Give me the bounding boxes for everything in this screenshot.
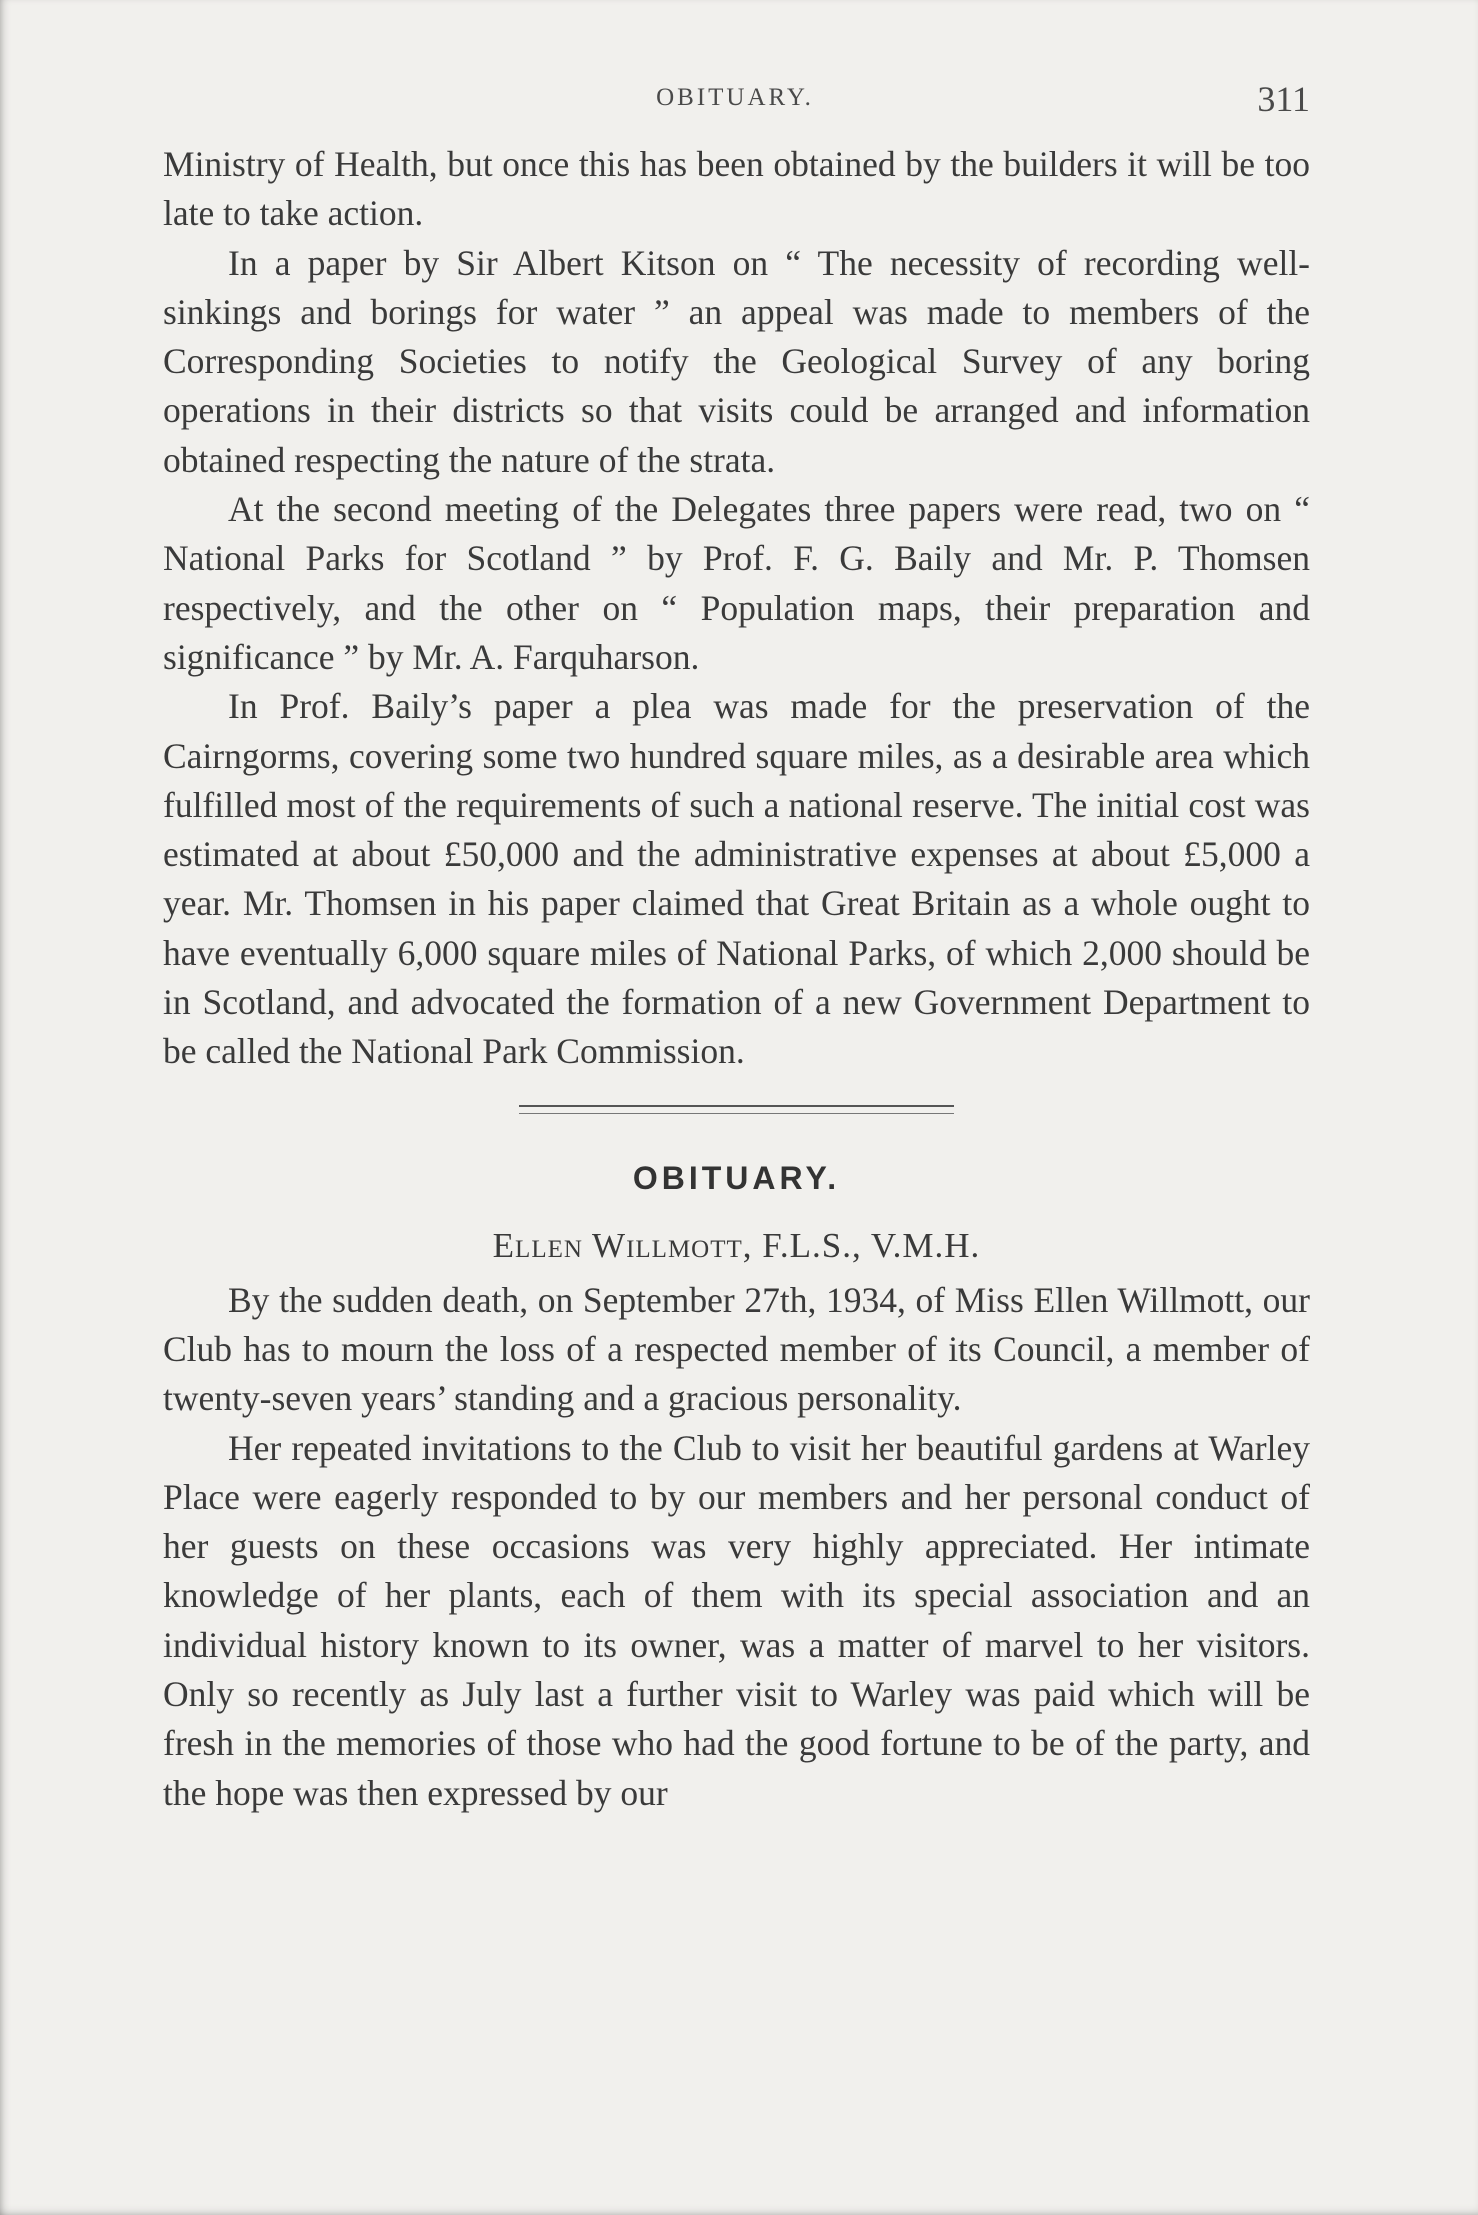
running-title: OBITUARY. (656, 84, 814, 111)
section-divider-rule (519, 1105, 954, 1114)
body-paragraph-2: In a paper by Sir Albert Kitson on “ The necessity of recording well-sinkings and borings for water ” an appeal was made to members of the Corresponding Societies to notify the Geological Survey of any boring operations in their districts so that visits could be arranged and information obtained respecting the nature of the strata. (163, 242, 1310, 480)
obituary-paragraph-1: By the sudden death, on September 27th, 1934, of Miss Ellen Willmott, our Club has to mourn the loss of a respected member of its Council, a member of twenty-seven years’ standing and a gracious personality. (163, 1279, 1310, 1419)
page-number: 311 (1257, 79, 1310, 119)
obituary-section-title: OBITUARY. (632, 1159, 841, 1196)
obituary-paragraph-2: Her repeated invitations to the Club to visit her beautiful gardens at Warley Place were eagerly responded to by our members and her personal conduct of her guests on these occasions was very highly appreciated. Her intimate knowledge of her plants, each of them with its special association and an individual history known to its owner, was a matter of marvel to her visitors. Only so recently as July last a further visit to Warley was paid which will be fresh in the memories of those who had the good fortune to be of the party, and the hope was then expressed by our (163, 1427, 1310, 1813)
running-header (160, 78, 1310, 118)
body-paragraph-1: Ministry of Health, but once this has been obtained by the builders it will be too late to take action. (163, 144, 1310, 234)
body-paragraph-3: At the second meeting of the Delegates three papers were read, two on “ National Parks for Scotland ” by Prof. F. G. Baily and Mr. P. Thomsen respectively, and the other on “ Population maps, their preparation and significance ” by Mr. A. Farquharson. (163, 489, 1310, 677)
body-paragraph-4: In Prof. Baily’s paper a plea was made for the preservation of the Cairngorms, covering some two hundred square miles, as a desirable area which fulfilled most of the requirements of such a national reserve. The initial cost was estimated at about £50,000 and the administrative expenses at about £5,000 a year. Mr. Thomsen in his paper claimed that Great Britain as a whole ought to have eventually 6,000 square miles of National Parks, of which 2,000 should be in Scotland, and advocated the formation of a new Government Department to be called the National Park Commission. (163, 686, 1310, 1072)
obituary-person-name: Ellen Willmott, F.L.S., V.M.H. (492, 1225, 981, 1265)
page-body (163, 140, 1310, 1818)
